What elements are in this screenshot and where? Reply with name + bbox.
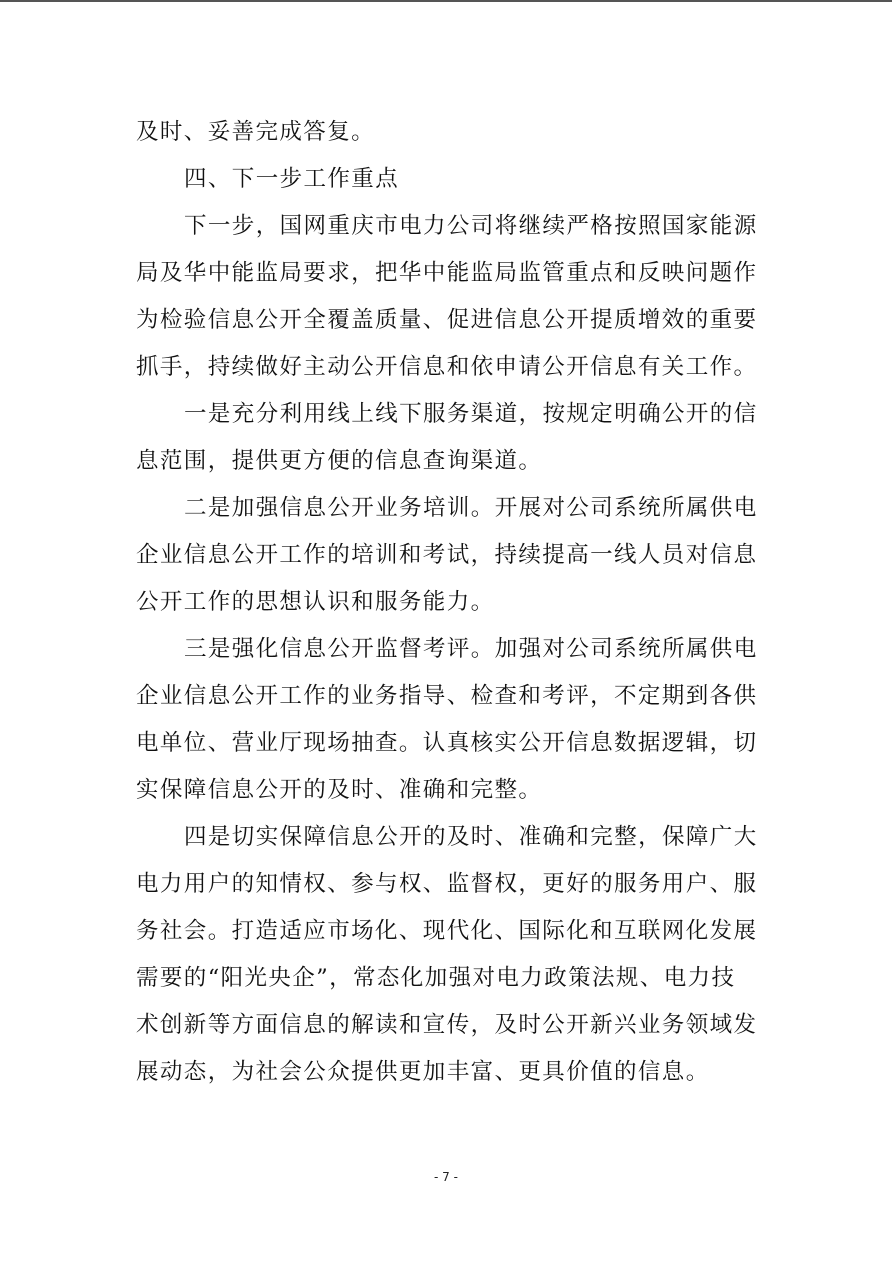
paragraph-item-one [136, 391, 760, 485]
text-line: 务社会。打造适应市场化、现代化、国际化和互联网化发展 [136, 918, 758, 944]
text-line: 电单位、营业厅现场抽查。认真核实公开信息数据逻辑，切 [136, 730, 758, 756]
text-line: 局及华中能监局要求，把华中能监局监管重点和反映问题作 [136, 260, 758, 286]
text-line: 二是加强信息公开业务培训。开展对公司系统所属供电 [184, 495, 758, 521]
document-body [136, 109, 760, 1096]
text-line: 及时、妥善完成答复。 [136, 119, 376, 145]
text-line: 需要的“阳光央企”，常态化加强对电力政策法规、电力技 [136, 965, 736, 991]
page-number: - 7 - [434, 1170, 458, 1184]
section-heading [136, 156, 760, 203]
paragraph-next-steps [136, 203, 760, 391]
text-line: 企业信息公开工作的业务指导、检查和考评，不定期到各供 [136, 683, 758, 709]
heading-line: 四、下一步工作重点 [184, 166, 400, 192]
paragraph-item-four [136, 814, 760, 1096]
paragraph-item-three [136, 626, 760, 814]
text-line: 实保障信息公开的及时、准确和完整。 [136, 777, 543, 803]
text-line: 下一步，国网重庆市电力公司将继续严格按照国家能源 [184, 213, 758, 239]
text-line: 展动态，为社会公众提供更加丰富、更具价值的信息。 [136, 1059, 710, 1085]
text-line: 术创新等方面信息的解读和宣传，及时公开新兴业务领域发 [136, 1012, 758, 1038]
paragraph-item-two [136, 485, 760, 626]
text-line: 息范围，提供更方便的信息查询渠道。 [136, 448, 543, 474]
text-line: 为检验信息公开全覆盖质量、促进信息公开提质增效的重要 [136, 307, 758, 333]
text-line: 四是切实保障信息公开的及时、准确和完整，保障广大 [184, 824, 758, 850]
text-line: 电力用户的知情权、参与权、监督权，更好的服务用户、服 [136, 871, 758, 897]
text-line: 三是强化信息公开监督考评。加强对公司系统所属供电 [184, 636, 758, 662]
top-border-line [0, 0, 892, 2]
text-line: 一是充分利用线上线下服务渠道，按规定明确公开的信 [184, 401, 758, 427]
text-line: 公开工作的思想认识和服务能力。 [136, 589, 495, 615]
text-line: 抓手，持续做好主动公开信息和依申请公开信息有关工作。 [136, 354, 758, 380]
text-line: 企业信息公开工作的培训和考试，持续提高一线人员对信息 [136, 542, 758, 568]
paragraph-continuation [136, 109, 760, 156]
